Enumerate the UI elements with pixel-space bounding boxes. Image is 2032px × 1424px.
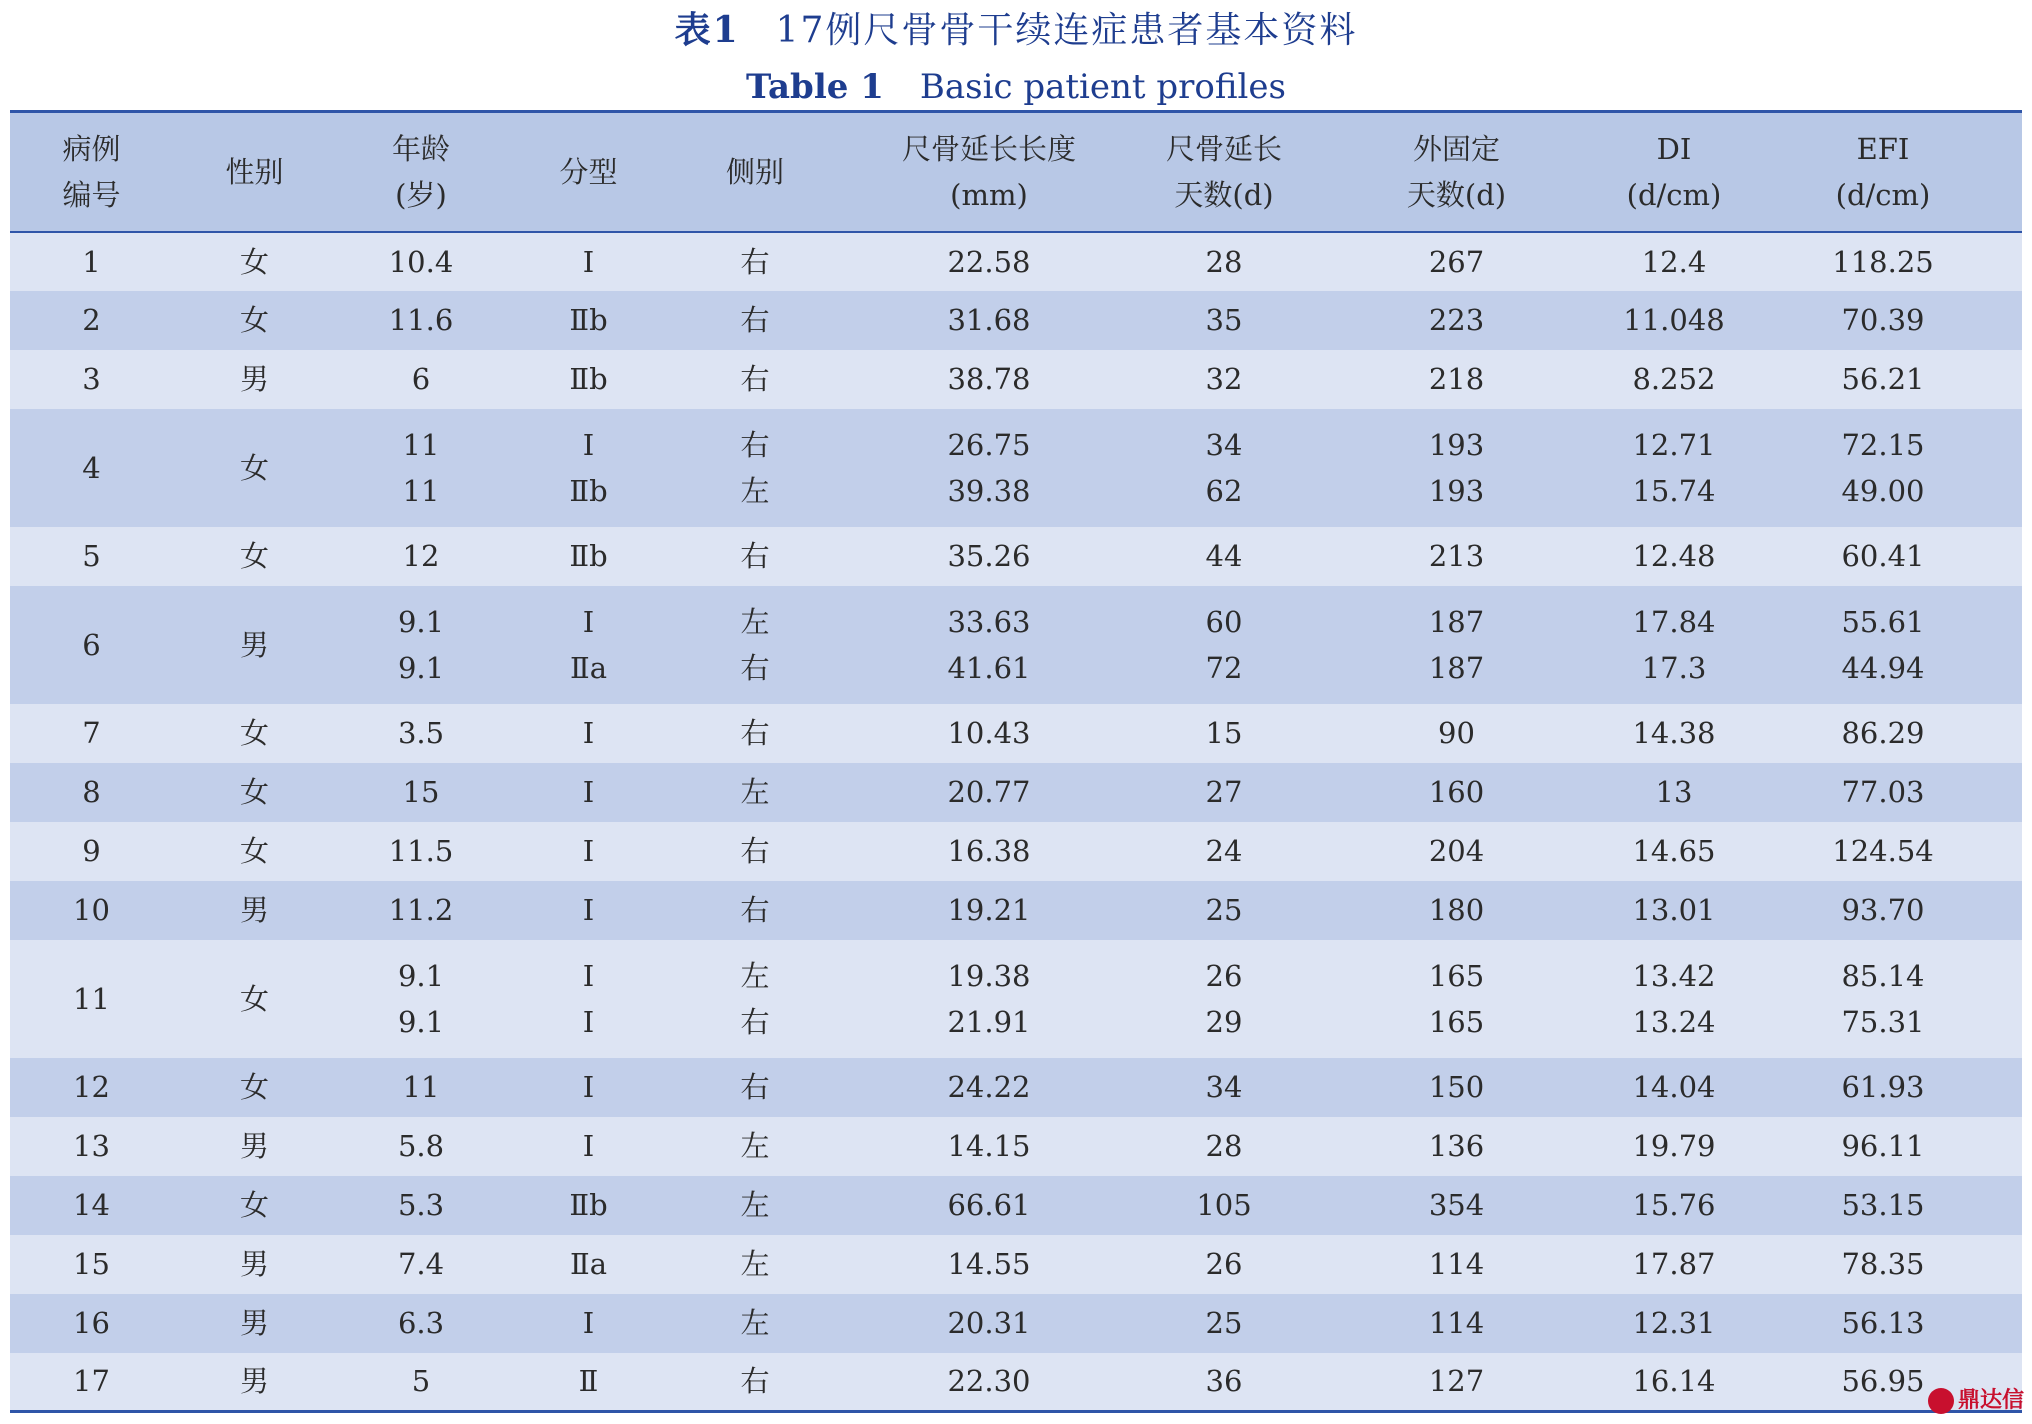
cell-di: 17.87 bbox=[1632, 1247, 1716, 1281]
cell-fix-days: 213 bbox=[1428, 539, 1485, 573]
cell-fix-days: 114 bbox=[1428, 1247, 1485, 1281]
cell-side: 左 bbox=[740, 1306, 770, 1340]
cell-type: Ⅱb bbox=[569, 1188, 608, 1222]
cell-length: 20.31 bbox=[947, 1306, 1031, 1340]
cell-id: 2 bbox=[82, 303, 101, 337]
cell-side: 左 bbox=[740, 1247, 770, 1281]
cell-di: 16.14 bbox=[1604, 1353, 1744, 1412]
cell-value-first-limb: 19.38 bbox=[947, 958, 1031, 993]
cell-sex: 女 bbox=[239, 1188, 269, 1222]
cell-value-first-limb: 右 bbox=[740, 427, 770, 462]
cell-efi: 86.29 bbox=[1841, 716, 1925, 750]
cell-age: 11.6 bbox=[388, 303, 454, 337]
cell-value-second-limb: Ⅱa bbox=[569, 650, 607, 685]
cell-sex: 男 bbox=[239, 362, 269, 396]
caption-en-title: Basic patient profiles bbox=[919, 67, 1286, 107]
cell-id: 4 bbox=[82, 450, 101, 485]
cell-value-second-limb: 13.24 bbox=[1632, 1004, 1716, 1039]
cell-value-first-limb: 165 bbox=[1428, 958, 1485, 993]
header-extension-days bbox=[1139, 112, 1309, 232]
cell-type: Ⅰ bbox=[582, 1306, 595, 1340]
cell-efi: 56.13 bbox=[1841, 1306, 1925, 1340]
cell-sex: 男 bbox=[239, 893, 269, 927]
cell-efi: 56.21 bbox=[1841, 362, 1925, 396]
table-row bbox=[10, 586, 2022, 704]
cell-fix-days bbox=[1309, 409, 1604, 527]
cell-fix-days: 150 bbox=[1428, 1070, 1485, 1104]
cell-efi: 53.15 bbox=[1841, 1188, 1925, 1222]
cell-value-second-limb: 165 bbox=[1428, 1004, 1485, 1039]
table-row bbox=[10, 232, 2022, 291]
table-row bbox=[10, 1353, 2022, 1412]
cell-efi: 61.93 bbox=[1841, 1070, 1925, 1104]
cell-value-second-limb: 9.1 bbox=[397, 1004, 445, 1039]
cell-sex: 女 bbox=[239, 775, 269, 809]
cell-age: 11.5 bbox=[388, 834, 454, 868]
header-extension-days-line1: 尺骨延长 bbox=[1165, 131, 1282, 166]
cell-ext-days bbox=[1139, 409, 1309, 527]
cell-value-second-limb: 41.61 bbox=[947, 650, 1031, 685]
cell-di: 15.76 bbox=[1632, 1188, 1716, 1222]
cell-di: 12.31 bbox=[1632, 1306, 1716, 1340]
cell-sex: 女 bbox=[239, 244, 269, 279]
cell-fix-days: 204 bbox=[1428, 834, 1485, 868]
cell-value-first-limb: 12.71 bbox=[1632, 427, 1716, 462]
cell-value-first-limb: 左 bbox=[740, 958, 770, 993]
header-length-line2: (mm) bbox=[950, 177, 1028, 212]
cell-value-first-limb: 55.61 bbox=[1841, 604, 1925, 639]
publisher-watermark bbox=[1928, 1383, 2024, 1414]
cell-ext-days bbox=[1139, 940, 1309, 1058]
cell-di bbox=[1604, 940, 1744, 1058]
cell-ext-days: 25 bbox=[1205, 1306, 1243, 1340]
cell-id: 12 bbox=[73, 1070, 110, 1104]
cell-length: 38.78 bbox=[947, 362, 1031, 396]
cell-di: 12.4 bbox=[1641, 244, 1707, 279]
cell-value-first-limb: 9.1 bbox=[397, 604, 445, 639]
header-type bbox=[506, 112, 671, 232]
cell-side: 右 bbox=[740, 834, 770, 868]
cell-type: Ⅰ bbox=[582, 1129, 595, 1163]
cell-di: 11.048 bbox=[1623, 303, 1725, 337]
cell-sex: 女 bbox=[239, 834, 269, 868]
cell-value-second-limb: 75.31 bbox=[1841, 1004, 1925, 1039]
cell-length: 22.58 bbox=[947, 244, 1031, 279]
header-efi bbox=[1744, 112, 2022, 232]
cell-id: 11 bbox=[73, 981, 110, 1016]
cell-di: 14.65 bbox=[1632, 834, 1716, 868]
cell-id: 16 bbox=[73, 1306, 110, 1340]
cell-length: 24.22 bbox=[947, 1070, 1031, 1104]
caption-cn-title: 17例尺骨骨干续连症患者基本资料 bbox=[775, 10, 1358, 51]
cell-length: 66.61 bbox=[947, 1188, 1031, 1222]
header-length bbox=[839, 112, 1139, 232]
cell-value-second-limb: 11 bbox=[402, 473, 440, 508]
cell-type bbox=[506, 409, 671, 527]
table-row bbox=[10, 291, 2022, 350]
cell-side bbox=[671, 586, 839, 704]
cell-type: Ⅰ bbox=[582, 1070, 595, 1104]
table-caption-en bbox=[0, 62, 2032, 112]
cell-fix-days: 180 bbox=[1428, 893, 1485, 927]
cell-sex: 女 bbox=[239, 716, 269, 750]
cell-length: 22.30 bbox=[839, 1353, 1139, 1412]
cell-efi: 118.25 bbox=[1832, 244, 1934, 279]
cell-fix-days: 160 bbox=[1428, 775, 1485, 809]
cell-sex: 男 bbox=[239, 627, 269, 662]
cell-fix-days bbox=[1309, 586, 1604, 704]
cell-efi: 56.95 bbox=[1744, 1353, 2022, 1412]
header-fixation-days-line1: 外固定 bbox=[1412, 131, 1500, 166]
table-row bbox=[10, 822, 2022, 881]
cell-age: 15 bbox=[402, 775, 440, 809]
cell-value-second-limb: 44.94 bbox=[1841, 650, 1925, 685]
header-di-line2: (d/cm) bbox=[1626, 177, 1722, 212]
cell-side: 右 bbox=[740, 303, 770, 337]
cell-di: 12.48 bbox=[1632, 539, 1716, 573]
cell-length: 35.26 bbox=[947, 539, 1031, 573]
cell-value-first-limb: 9.1 bbox=[397, 958, 445, 993]
cell-id: 1 bbox=[82, 244, 101, 279]
cell-ext-days: 32 bbox=[1205, 362, 1243, 396]
table-row bbox=[10, 1176, 2022, 1235]
cell-fix-days: 90 bbox=[1438, 716, 1475, 750]
cell-efi: 60.41 bbox=[1841, 539, 1925, 573]
cell-age bbox=[336, 409, 506, 527]
cell-type bbox=[506, 586, 671, 704]
caption-cn-label: 表1 bbox=[674, 9, 740, 51]
header-row bbox=[10, 112, 2022, 232]
table-header bbox=[10, 112, 2022, 232]
cell-value-second-limb: Ⅱb bbox=[569, 473, 608, 508]
header-side bbox=[671, 112, 839, 232]
cell-value-second-limb: 右 bbox=[740, 650, 770, 685]
cell-id: 10 bbox=[73, 893, 110, 927]
header-length-line1: 尺骨延长长度 bbox=[901, 131, 1076, 166]
cell-age: 12 bbox=[402, 539, 440, 573]
table-row bbox=[10, 1058, 2022, 1117]
cell-efi: 70.39 bbox=[1841, 303, 1925, 337]
table-row bbox=[10, 409, 2022, 527]
cell-di bbox=[1604, 586, 1744, 704]
cell-di: 13.01 bbox=[1632, 893, 1716, 927]
cell-di: 8.252 bbox=[1632, 362, 1716, 396]
cell-value-second-limb: 左 bbox=[740, 473, 770, 508]
cell-value-second-limb: Ⅰ bbox=[582, 1004, 595, 1039]
cell-side: 右 bbox=[740, 716, 770, 750]
cell-fix-days: 127 bbox=[1309, 1353, 1604, 1412]
table-row bbox=[10, 1235, 2022, 1294]
cell-efi bbox=[1744, 940, 2022, 1058]
cell-sex: 男 bbox=[239, 1129, 269, 1163]
cell-sex: 女 bbox=[239, 450, 269, 485]
cell-id: 8 bbox=[82, 775, 101, 809]
header-efi-line1: EFI bbox=[1856, 131, 1910, 166]
cell-efi: 77.03 bbox=[1841, 775, 1925, 809]
header-age-line1: 年龄 bbox=[391, 131, 450, 166]
cell-efi: 78.35 bbox=[1841, 1247, 1925, 1281]
cell-length: 20.77 bbox=[947, 775, 1031, 809]
cell-ext-days: 35 bbox=[1205, 303, 1243, 337]
cell-value-first-limb: Ⅰ bbox=[582, 958, 595, 993]
cell-type: Ⅰ bbox=[582, 893, 595, 927]
cell-id: 7 bbox=[82, 716, 101, 750]
cell-ext-days: 26 bbox=[1205, 1247, 1243, 1281]
table-row bbox=[10, 763, 2022, 822]
cell-value-second-limb: 39.38 bbox=[947, 473, 1031, 508]
cell-type: Ⅱb bbox=[569, 539, 608, 573]
header-fixation-days-line2: 天数(d) bbox=[1406, 177, 1507, 212]
cell-age: 5.8 bbox=[397, 1129, 445, 1163]
cell-side bbox=[671, 940, 839, 1058]
header-sex bbox=[173, 112, 336, 232]
cell-length: 19.21 bbox=[947, 893, 1031, 927]
header-extension-days-line2: 天数(d) bbox=[1174, 177, 1274, 212]
cell-id: 13 bbox=[73, 1129, 110, 1163]
cell-ext-days: 15 bbox=[1205, 716, 1243, 750]
cell-fix-days: 218 bbox=[1428, 362, 1485, 396]
cell-sex: 女 bbox=[239, 539, 269, 573]
cell-type: Ⅰ bbox=[582, 775, 595, 809]
cell-id: 3 bbox=[82, 362, 101, 396]
cell-fix-days: 114 bbox=[1428, 1306, 1485, 1340]
cell-fix-days: 354 bbox=[1428, 1188, 1485, 1222]
cell-type: Ⅱ bbox=[506, 1353, 671, 1412]
cell-value-second-limb: 187 bbox=[1428, 650, 1485, 685]
cell-value-second-limb: 17.3 bbox=[1641, 650, 1707, 685]
cell-sex: 男 bbox=[173, 1353, 336, 1412]
cell-sex: 女 bbox=[239, 1070, 269, 1104]
cell-sex: 男 bbox=[239, 1247, 269, 1281]
cell-length: 16.38 bbox=[947, 834, 1031, 868]
cell-id: 14 bbox=[73, 1188, 110, 1222]
cell-value-second-limb: 72 bbox=[1205, 650, 1243, 685]
cell-value-second-limb: 21.91 bbox=[947, 1004, 1031, 1039]
table-row bbox=[10, 1117, 2022, 1176]
cell-value-first-limb: 72.15 bbox=[1841, 427, 1925, 462]
cell-side: 右 bbox=[740, 539, 770, 573]
table-row bbox=[10, 350, 2022, 409]
cell-value-first-limb: 85.14 bbox=[1841, 958, 1925, 993]
cell-value-first-limb: 13.42 bbox=[1632, 958, 1716, 993]
cell-value-first-limb: 187 bbox=[1428, 604, 1485, 639]
cell-length: 14.55 bbox=[947, 1247, 1031, 1281]
cell-side bbox=[671, 409, 839, 527]
cell-value-second-limb: 193 bbox=[1428, 473, 1485, 508]
table-row bbox=[10, 1294, 2022, 1353]
cell-age: 7.4 bbox=[397, 1247, 445, 1281]
cell-ext-days: 105 bbox=[1196, 1188, 1252, 1222]
cell-type: Ⅱa bbox=[569, 1247, 607, 1281]
cell-length bbox=[839, 586, 1139, 704]
cell-efi bbox=[1744, 409, 2022, 527]
cell-fix-days: 267 bbox=[1428, 244, 1485, 279]
cell-value-first-limb: 26 bbox=[1205, 958, 1243, 993]
cell-ext-days: 28 bbox=[1205, 1129, 1243, 1163]
patient-profiles-table bbox=[10, 110, 2022, 1413]
cell-value-second-limb: 右 bbox=[740, 1004, 770, 1039]
cell-age: 10.4 bbox=[388, 244, 454, 279]
cell-efi: 124.54 bbox=[1832, 834, 1934, 868]
cell-id: 17 bbox=[10, 1353, 173, 1412]
cell-efi: 96.11 bbox=[1841, 1129, 1925, 1163]
cell-fix-days: 136 bbox=[1428, 1129, 1485, 1163]
cell-value-first-limb: 17.84 bbox=[1632, 604, 1716, 639]
cell-id: 5 bbox=[82, 539, 101, 573]
cell-di: 13 bbox=[1655, 775, 1693, 809]
cell-age: 5 bbox=[336, 1353, 506, 1412]
cell-side: 右 bbox=[740, 1070, 770, 1104]
cell-value-first-limb: 26.75 bbox=[947, 427, 1031, 462]
cell-length bbox=[839, 409, 1139, 527]
cell-ext-days: 28 bbox=[1205, 244, 1243, 279]
cell-ext-days: 44 bbox=[1205, 539, 1243, 573]
cell-length: 10.43 bbox=[947, 716, 1031, 750]
cell-type: Ⅰ bbox=[582, 716, 595, 750]
cell-value-first-limb: Ⅰ bbox=[582, 604, 595, 639]
cell-efi: 93.70 bbox=[1841, 893, 1925, 927]
cell-id: 6 bbox=[82, 627, 101, 662]
cell-fix-days bbox=[1309, 940, 1604, 1058]
header-age bbox=[336, 112, 506, 232]
header-case-no bbox=[10, 112, 173, 232]
cell-length bbox=[839, 940, 1139, 1058]
cell-age: 11.2 bbox=[388, 893, 454, 927]
cell-type: Ⅱb bbox=[569, 362, 608, 396]
table-caption-cn bbox=[0, 4, 2032, 57]
cell-value-first-limb: 11 bbox=[402, 427, 440, 462]
cell-age: 5.3 bbox=[397, 1188, 445, 1222]
cell-ext-days: 36 bbox=[1139, 1353, 1309, 1412]
cell-age: 6.3 bbox=[397, 1306, 445, 1340]
cell-id: 15 bbox=[73, 1247, 110, 1281]
cell-side: 右 bbox=[740, 362, 770, 396]
header-efi-line2: (d/cm) bbox=[1835, 177, 1931, 212]
header-case-no-line1: 病例 bbox=[62, 131, 121, 166]
cell-age: 3.5 bbox=[397, 716, 445, 750]
cell-id: 9 bbox=[82, 834, 101, 868]
cell-type: Ⅰ bbox=[582, 834, 595, 868]
cell-value-first-limb: 34 bbox=[1205, 427, 1243, 462]
header-di bbox=[1604, 112, 1744, 232]
table-row bbox=[10, 704, 2022, 763]
header-side-line1: 侧别 bbox=[725, 154, 784, 189]
cell-di: 14.04 bbox=[1632, 1070, 1716, 1104]
header-case-no-line2: 编号 bbox=[62, 177, 121, 212]
table-row bbox=[10, 940, 2022, 1058]
cell-value-second-limb: 9.1 bbox=[397, 650, 445, 685]
cell-di bbox=[1604, 409, 1744, 527]
cell-value-first-limb: 33.63 bbox=[947, 604, 1031, 639]
cell-ext-days: 25 bbox=[1205, 893, 1243, 927]
cell-type: Ⅱb bbox=[569, 303, 608, 337]
cell-value-second-limb: 29 bbox=[1205, 1004, 1243, 1039]
cell-value-second-limb: 62 bbox=[1205, 473, 1243, 508]
cell-side: 左 bbox=[740, 1129, 770, 1163]
cell-efi bbox=[1744, 586, 2022, 704]
cell-sex: 男 bbox=[239, 1306, 269, 1340]
cell-side: 右 bbox=[740, 893, 770, 927]
cell-value-second-limb: 15.74 bbox=[1632, 473, 1716, 508]
caption-en-label: Table 1 bbox=[745, 67, 884, 107]
header-fixation-days bbox=[1309, 112, 1604, 232]
cell-length: 14.15 bbox=[947, 1129, 1031, 1163]
cell-fix-days: 223 bbox=[1428, 303, 1485, 337]
cell-side: 右 bbox=[740, 244, 770, 279]
cell-side: 左 bbox=[740, 1188, 770, 1222]
header-type-line1: 分型 bbox=[559, 154, 618, 189]
cell-side: 左 bbox=[740, 775, 770, 809]
cell-age bbox=[336, 586, 506, 704]
cell-ext-days: 24 bbox=[1205, 834, 1243, 868]
header-age-line2: (岁) bbox=[395, 177, 447, 212]
cell-value-first-limb: Ⅰ bbox=[582, 427, 595, 462]
cell-sex: 女 bbox=[239, 303, 269, 337]
cell-value-first-limb: 60 bbox=[1205, 604, 1243, 639]
cell-type bbox=[506, 940, 671, 1058]
cell-sex: 女 bbox=[239, 981, 269, 1016]
cell-value-second-limb: 49.00 bbox=[1841, 473, 1925, 508]
cell-type: Ⅰ bbox=[582, 244, 595, 279]
table-row bbox=[10, 527, 2022, 586]
cell-ext-days: 34 bbox=[1205, 1070, 1243, 1104]
publisher-logo-icon bbox=[1928, 1388, 1954, 1414]
cell-length: 31.68 bbox=[947, 303, 1031, 337]
cell-value-first-limb: 193 bbox=[1428, 427, 1485, 462]
table-row bbox=[10, 881, 2022, 940]
cell-age: 11 bbox=[402, 1070, 440, 1104]
cell-ext-days: 27 bbox=[1205, 775, 1243, 809]
header-sex-line1: 性别 bbox=[225, 154, 284, 189]
watermark-text: 鼎达信 bbox=[1957, 1388, 2024, 1413]
cell-age bbox=[336, 940, 506, 1058]
cell-age: 6 bbox=[411, 362, 431, 396]
table-body bbox=[10, 232, 2022, 1412]
header-di-line1: DI bbox=[1656, 131, 1692, 166]
cell-di: 19.79 bbox=[1632, 1129, 1716, 1163]
cell-side: 右 bbox=[671, 1353, 839, 1412]
cell-di: 14.38 bbox=[1632, 716, 1716, 750]
cell-value-first-limb: 左 bbox=[740, 604, 770, 639]
cell-ext-days bbox=[1139, 586, 1309, 704]
